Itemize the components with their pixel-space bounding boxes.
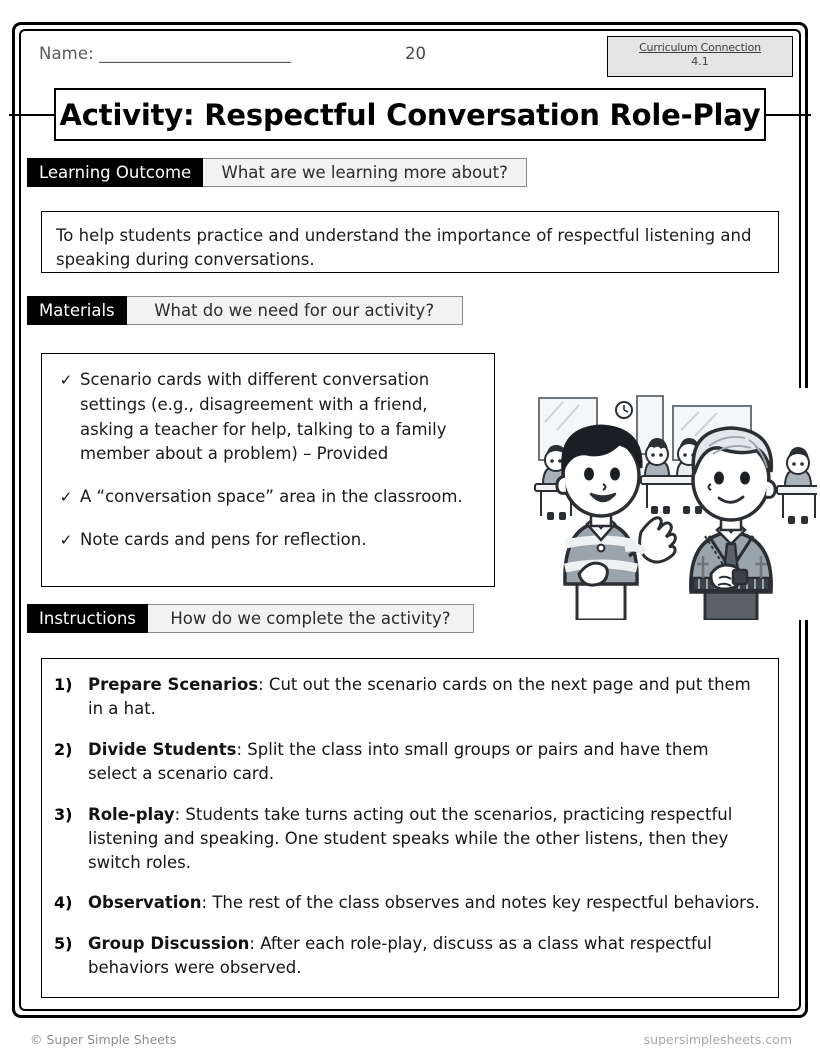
instruction-body: : Cut out the scenario cards on the next page and put them in a hat. bbox=[88, 675, 751, 718]
instruction-text bbox=[88, 803, 762, 875]
instruction-text bbox=[88, 932, 762, 980]
instruction-text bbox=[88, 891, 760, 915]
section-question-learning-outcome: What are we learning more about? bbox=[203, 158, 527, 187]
activity-title-box bbox=[54, 88, 766, 141]
list-item bbox=[54, 932, 762, 980]
instruction-body: : Students take turns acting out the scenarios, practicing respectful listening and speaking. One student speaks while the other listens, then they switch roles. bbox=[88, 804, 733, 872]
instruction-title: Prepare Scenarios bbox=[88, 675, 259, 694]
list-item bbox=[54, 891, 762, 915]
instruction-number: 5) bbox=[54, 934, 73, 954]
section-header-learning-outcome bbox=[27, 158, 527, 187]
materials-item-text: A “conversation space” area in the classroom. bbox=[80, 487, 463, 506]
check-icon: ✓ bbox=[59, 488, 73, 506]
materials-list bbox=[42, 354, 494, 563]
worksheet-header-row bbox=[27, 36, 793, 76]
check-icon: ✓ bbox=[59, 530, 73, 549]
materials-box bbox=[41, 353, 495, 587]
instruction-title: Role-play bbox=[88, 804, 175, 824]
section-question-materials: What do we need for our activity? bbox=[127, 296, 463, 325]
materials-item-text: Note cards and pens for reflection. bbox=[80, 529, 367, 549]
section-header-materials bbox=[27, 296, 463, 325]
footer-copyright: © Super Simple Sheets bbox=[30, 1032, 177, 1047]
curriculum-connection-title: Curriculum Connection bbox=[639, 41, 761, 54]
instruction-body: : After each role-play, discuss as a class what respectful behaviors were observed. bbox=[88, 934, 712, 978]
materials-item-text: Scenario cards with different conversation settings (e.g., disagreement with a friend, asking a teacher for help, talking to a family member about a problem) – Provided bbox=[80, 370, 447, 464]
instruction-number: 1) bbox=[54, 675, 73, 694]
instruction-text bbox=[88, 673, 762, 721]
list-item bbox=[52, 528, 482, 553]
instruction-title: Divide Students bbox=[88, 739, 237, 759]
instruction-number: 2) bbox=[54, 739, 73, 759]
instruction-text bbox=[88, 738, 762, 786]
page-footer bbox=[0, 1032, 820, 1058]
learning-outcome-text: To help students practice and understand the importance of respectful listening and speaking during conversations. bbox=[56, 226, 752, 269]
list-item bbox=[54, 673, 762, 721]
name-field-label[interactable]: Name: _______________________ bbox=[39, 44, 292, 63]
instruction-body: : Split the class into small groups or pairs and have them select a scenario card. bbox=[88, 739, 709, 783]
check-icon: ✓ bbox=[59, 371, 73, 389]
list-item bbox=[52, 368, 482, 467]
instructions-list bbox=[42, 659, 778, 990]
instruction-title: Observation bbox=[88, 893, 202, 913]
instruction-title: Group Discussion bbox=[88, 934, 250, 954]
section-header-instructions bbox=[27, 604, 474, 633]
section-label-learning-outcome: Learning Outcome bbox=[27, 158, 203, 187]
instruction-number: 4) bbox=[54, 893, 73, 913]
section-label-instructions: Instructions bbox=[27, 604, 148, 633]
instruction-number: 3) bbox=[54, 804, 73, 824]
list-item bbox=[54, 803, 762, 875]
section-label-materials: Materials bbox=[27, 296, 127, 325]
instructions-box bbox=[41, 658, 779, 998]
worksheet-sheet bbox=[27, 36, 793, 1004]
footer-website[interactable]: supersimplesheets.com bbox=[643, 1032, 792, 1047]
page-number: 20 bbox=[405, 44, 426, 63]
learning-outcome-box bbox=[41, 211, 779, 273]
activity-title-wrap bbox=[9, 88, 811, 142]
instruction-body: : The rest of the class observes and notes key respectful behaviors. bbox=[201, 893, 760, 913]
list-item bbox=[52, 485, 482, 510]
page-title: Activity: Respectful Conversation Role-Play bbox=[59, 97, 761, 132]
section-question-instructions: How do we complete the activity? bbox=[148, 604, 474, 633]
curriculum-connection-code: 4.1 bbox=[691, 54, 709, 68]
list-item bbox=[54, 738, 762, 786]
classroom-conversation-illustration bbox=[533, 388, 817, 620]
curriculum-connection-box bbox=[607, 36, 793, 77]
